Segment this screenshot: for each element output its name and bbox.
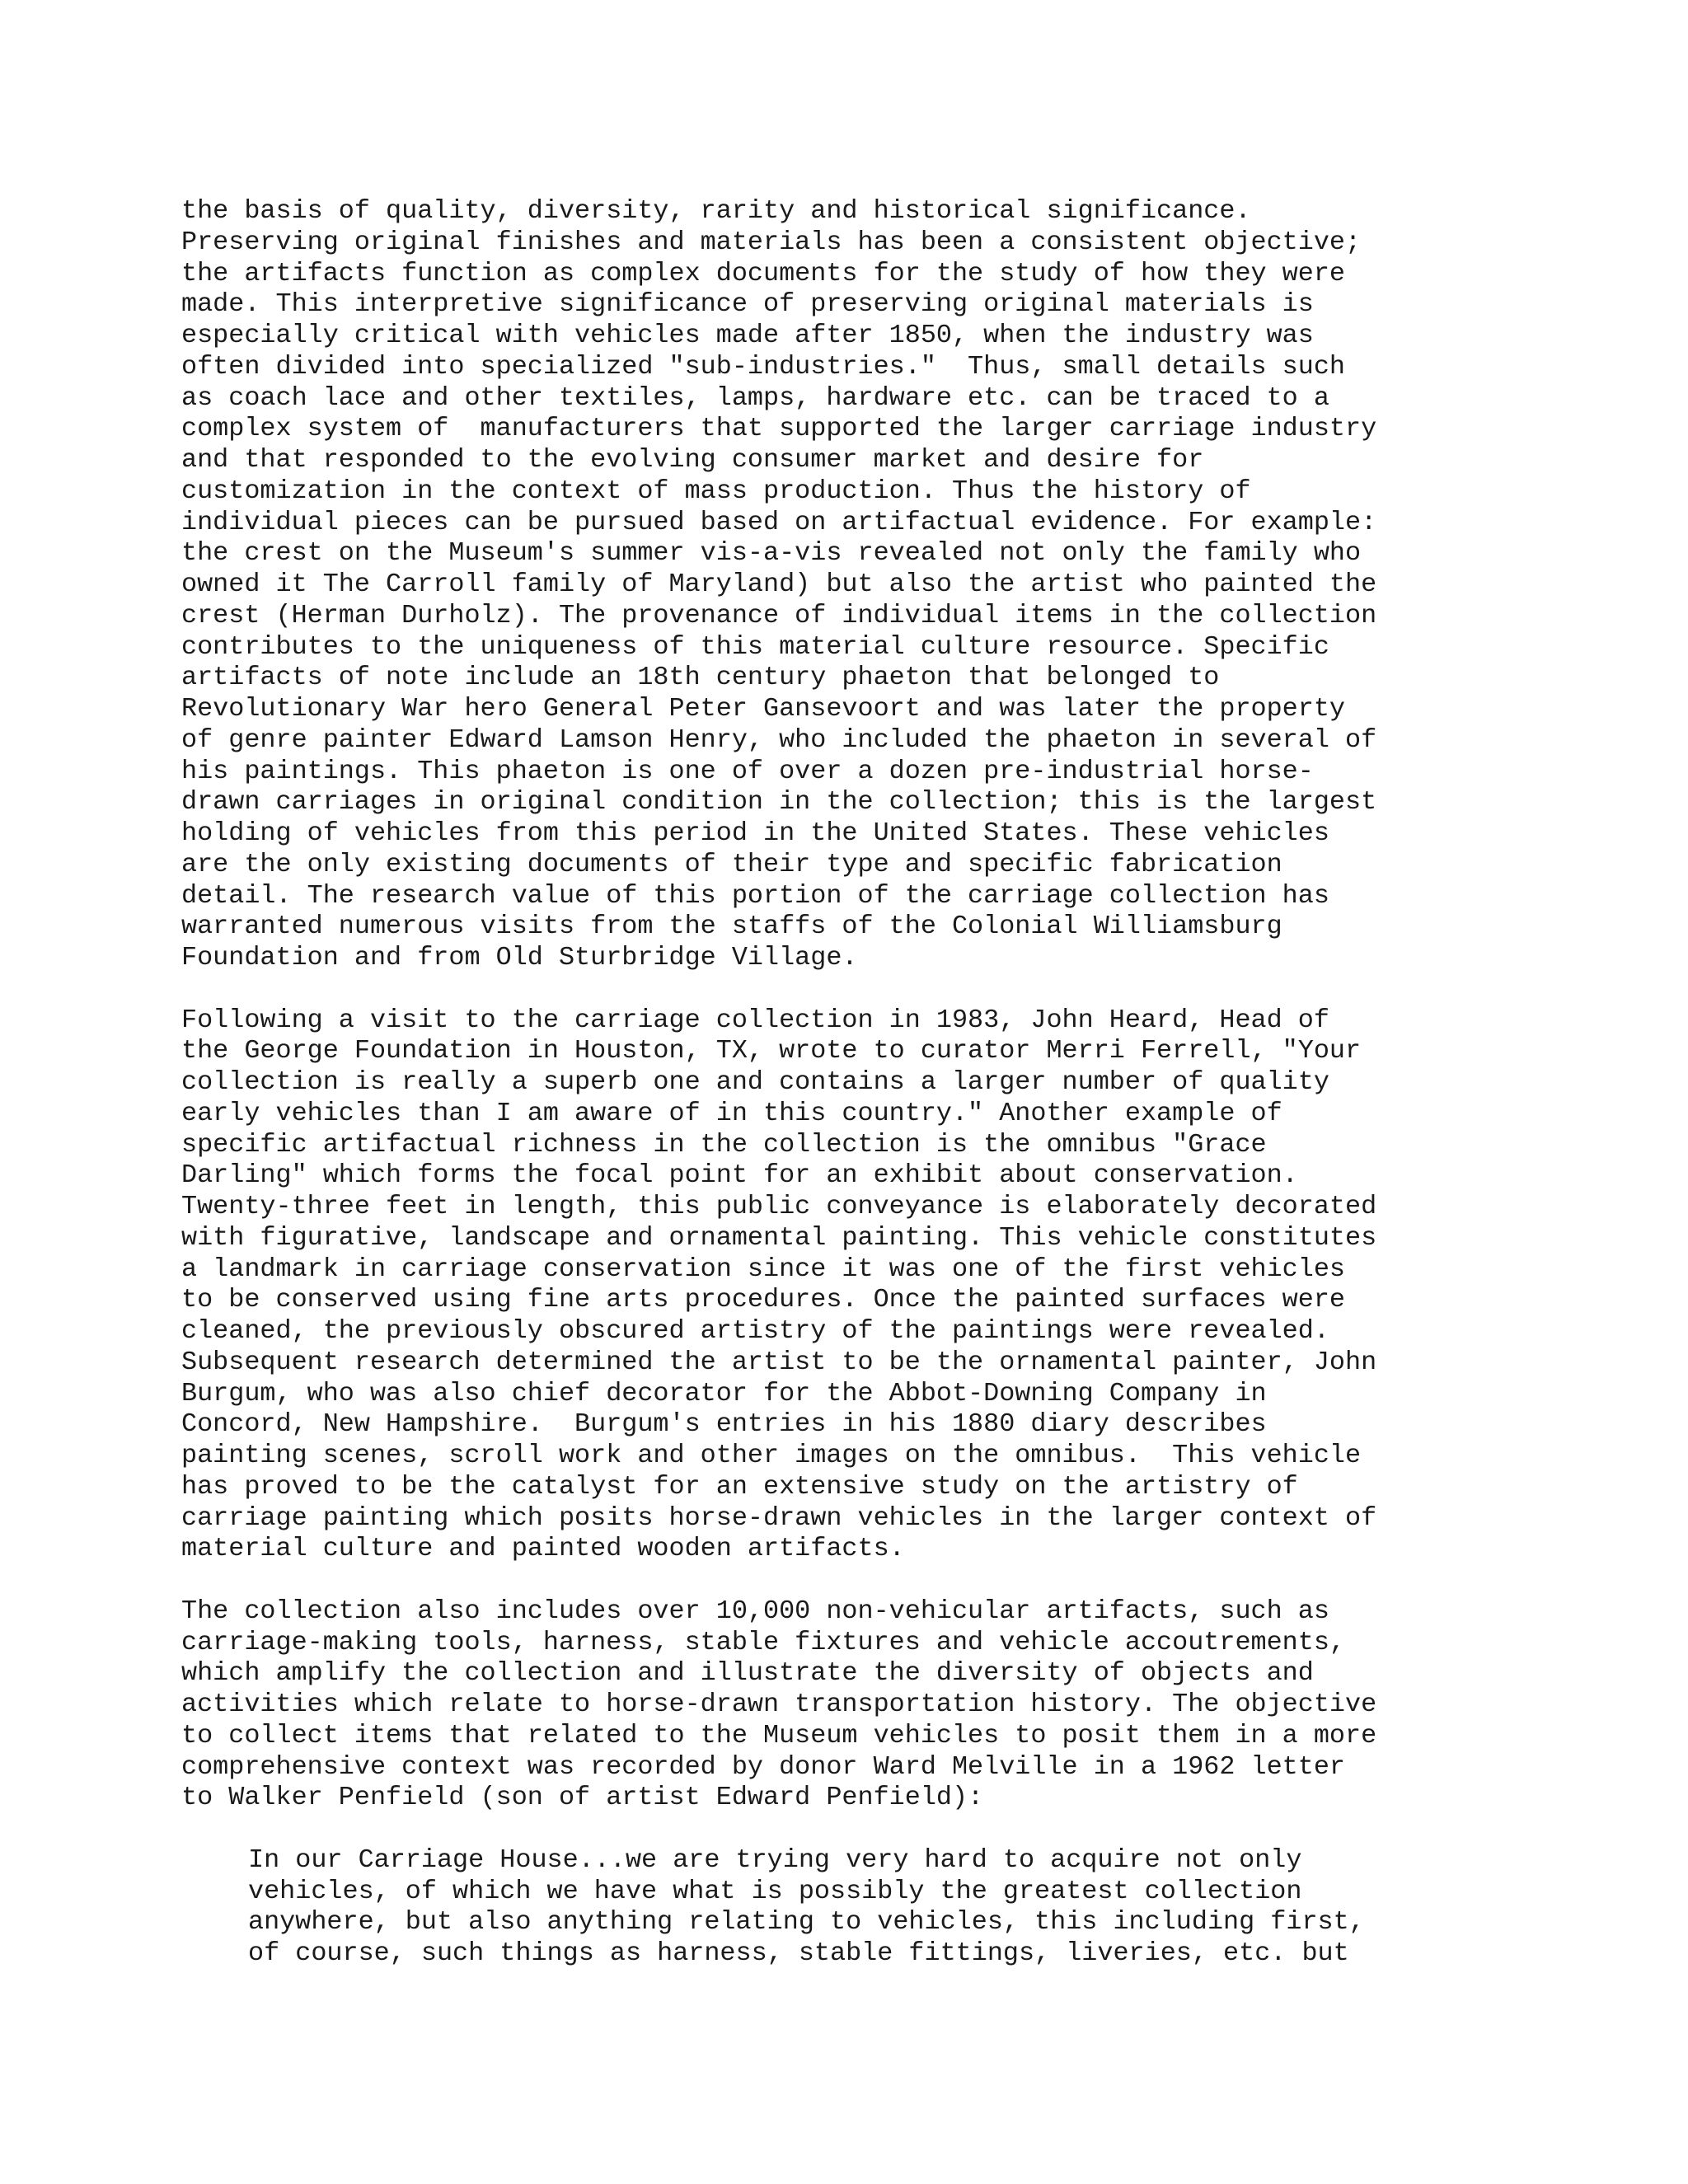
paragraph-non-vehicular-artifacts: The collection also includes over 10,000 non-vehicular artifacts, such as carriage-making tools, harness, stable fixtures and vehicle accoutrements, which amplify the collection and illustrate the diversity of objects and activities which relate to horse-drawn transportation history. The objective to collect items that related to the Museum vehicles to posit them in a more comprehensive context was recorded by donor Ward Melville in a 1962 letter to Walker Penfield (son of artist Edward Penfield): — [181, 1596, 1377, 1813]
quote-ward-melville-letter: In our Carriage House...we are trying very hard to acquire not only vehicles, of which we have what is possibly the greatest collection anywhere, but also anything relating to vehicles, this including first, of course, such things as harness, stable fittings, liveries, etc. but — [248, 1844, 1365, 1968]
document-page — [181, 196, 1648, 1970]
paragraph-omnibus-grace-darling: Following a visit to the carriage collection in 1983, John Heard, Head of the George Foundation in Houston, TX, wrote to curator Merri Ferrell, "Your collection is really a superb one and contains a larger number of quality early vehicles than I am aware of in this country." Another example of specific artifactual richness in the collection is the omnibus "Grace Darling" which forms the focal point for an exhibit about conservation. Twenty-three feet in length, this public conveyance is elaborately decorated with figurative, landscape and ornamental painting. This vehicle constitutes a landmark in carriage conservation since it was one of the first vehicles to be conserved using fine arts procedures. Once the painted surfaces were cleaned, the previously obscured artistry of the paintings were revealed. Subsequent research determined the artist to be the ornamental painter, John Burgum, who was also chief decorator for the Abbot-Downing Company in Concord, New Hampshire. Burgum's entries in his 1880 diary describes painting scenes, scroll work and other images on the omnibus. This vehicle has proved to be the catalyst for an extensive study on the artistry of carriage painting which posits horse-drawn vehicles in the larger context of material culture and painted wooden artifacts. — [181, 1005, 1377, 1564]
paragraph-collection-significance: the basis of quality, diversity, rarity and historical significance. Preserving original finishes and materials has been a consistent objective; the artifacts function as complex documents for the study of how they were made. This interpretive significance of preserving original materials is especially critical with vehicles made after 1850, when the industry was often divided into specialized "sub-industries." Thus, small details such as coach lace and other textiles, lamps, hardware etc. can be traced to a complex system of manufacturers that supported the larger carriage industry and that responded to the evolving consumer market and desire for customization in the context of mass production. Thus the history of individual pieces can be pursued based on artifactual evidence. For example: the crest on the Museum's summer vis-a-vis revealed not only the family who owned it The Carroll family of Maryland) but also the artist who painted the crest (Herman Durholz). The provenance of individual items in the collection contributes to the uniqueness of this material culture resource. Specific artifacts of note include an 18th century phaeton that belonged to Revolutionary War hero General Peter Gansevoort and was later the property of genre painter Edward Lamson Henry, who included the phaeton in several of his paintings. This phaeton is one of over a dozen pre-industrial horse- drawn carriages in original condition in the collection; this is the largest holding of vehicles from this period in the United States. These vehicles are the only existing documents of their type and specific fabrication detail. The research value of this portion of the carriage collection has warranted numerous visits from the staffs of the Colonial Williamsburg Foundation and from Old Sturbridge Village. — [181, 196, 1377, 972]
